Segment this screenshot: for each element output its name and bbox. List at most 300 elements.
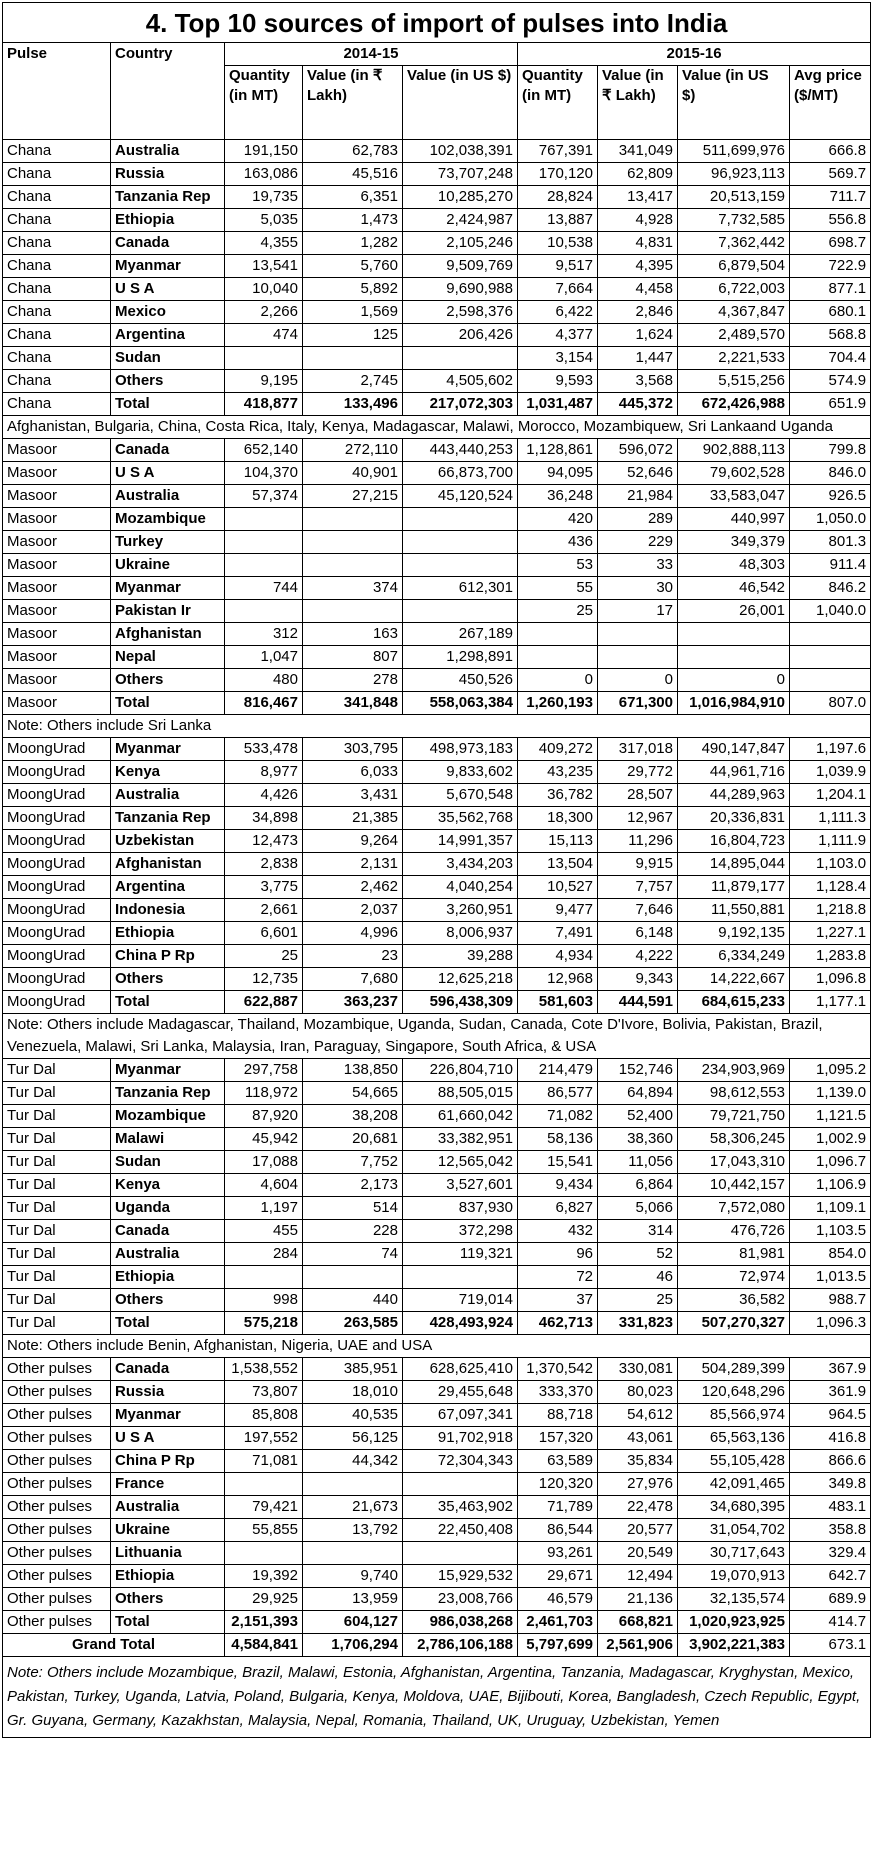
cell-value-usd-2014-15: 3,434,203 <box>403 853 518 876</box>
cell-country: China P Rp <box>111 1450 225 1473</box>
cell-qty-2015-16: 1,031,487 <box>518 393 598 416</box>
cell-qty-2014-15: 4,604 <box>225 1174 303 1197</box>
cell-value-usd-2015-16: 17,043,310 <box>678 1151 790 1174</box>
cell-country: Myanmar <box>111 1059 225 1082</box>
cell-qty-2015-16: 71,789 <box>518 1496 598 1519</box>
cell-value-usd-2015-16: 30,717,643 <box>678 1542 790 1565</box>
cell-pulse: Chana <box>3 324 111 347</box>
cell-value-usd-2014-15: 612,301 <box>403 577 518 600</box>
cell-avg-price <box>790 669 871 692</box>
cell-qty-2015-16: 6,827 <box>518 1197 598 1220</box>
cell-value-inr-2015-16: 29,772 <box>598 761 678 784</box>
cell-value-inr-2014-15: 5,892 <box>303 278 403 301</box>
cell-country: Mozambique <box>111 1105 225 1128</box>
header-value-usd-2015-16: Value (in US $) <box>678 66 790 140</box>
cell-value-inr-2015-16: 331,823 <box>598 1312 678 1335</box>
cell-value-usd-2014-15: 428,493,924 <box>403 1312 518 1335</box>
cell-value-inr-2014-15: 604,127 <box>303 1611 403 1634</box>
cell-value-usd-2014-15 <box>403 1542 518 1565</box>
cell-value-usd-2014-15 <box>403 1266 518 1289</box>
table-row <box>3 1404 871 1427</box>
cell-value-usd-2014-15: 88,505,015 <box>403 1082 518 1105</box>
cell-value-inr-2014-15: 56,125 <box>303 1427 403 1450</box>
cell-value-usd-2015-16: 5,515,256 <box>678 370 790 393</box>
cell-value-inr-2015-16: 46 <box>598 1266 678 1289</box>
cell-value-inr-2014-15: 138,850 <box>303 1059 403 1082</box>
page-title: 4. Top 10 sources of import of pulses into India <box>3 3 871 43</box>
cell-country: U S A <box>111 1427 225 1450</box>
cell-pulse: Masoor <box>3 577 111 600</box>
cell-pulse: MoongUrad <box>3 991 111 1014</box>
total-row <box>3 393 871 416</box>
cell-pulse: Chana <box>3 347 111 370</box>
cell-value-usd-2014-15: 72,304,343 <box>403 1450 518 1473</box>
cell-value-usd-2015-16: 902,888,113 <box>678 439 790 462</box>
cell-qty-2014-15: 118,972 <box>225 1082 303 1105</box>
cell-qty-2015-16: 157,320 <box>518 1427 598 1450</box>
cell-avg-price: 483.1 <box>790 1496 871 1519</box>
cell-country: Ethiopia <box>111 1266 225 1289</box>
cell-value-usd-2015-16: 33,583,047 <box>678 485 790 508</box>
cell-qty-2014-15: 10,040 <box>225 278 303 301</box>
cell-qty-2014-15 <box>225 600 303 623</box>
cell-pulse: Other pulses <box>3 1565 111 1588</box>
cell-value-inr-2014-15: 228 <box>303 1220 403 1243</box>
table-row <box>3 1220 871 1243</box>
table-row <box>3 255 871 278</box>
cell-value-usd-2015-16 <box>678 623 790 646</box>
cell-qty-2015-16: 0 <box>518 669 598 692</box>
table-row <box>3 1105 871 1128</box>
cell-value-usd-2015-16: 98,612,553 <box>678 1082 790 1105</box>
cell-value-inr-2015-16: 229 <box>598 531 678 554</box>
cell-avg-price: 642.7 <box>790 1565 871 1588</box>
cell-value-inr-2015-16: 52,646 <box>598 462 678 485</box>
cell-qty-2014-15: 5,035 <box>225 209 303 232</box>
total-row <box>3 991 871 1014</box>
cell-qty-2014-15: 163,086 <box>225 163 303 186</box>
cell-qty-2014-15: 17,088 <box>225 1151 303 1174</box>
cell-value-usd-2015-16: 120,648,296 <box>678 1381 790 1404</box>
table-row <box>3 462 871 485</box>
cell-qty-2015-16: 29,671 <box>518 1565 598 1588</box>
cell-value-inr-2015-16: 43,061 <box>598 1427 678 1450</box>
cell-value-inr-2014-15: 133,496 <box>303 393 403 416</box>
cell-value-inr-2015-16: 4,831 <box>598 232 678 255</box>
cell-value-usd-2015-16: 79,721,750 <box>678 1105 790 1128</box>
cell-country: China P Rp <box>111 945 225 968</box>
table-row <box>3 807 871 830</box>
cell-value-inr-2014-15: 303,795 <box>303 738 403 761</box>
cell-value-usd-2014-15: 14,991,357 <box>403 830 518 853</box>
cell-value-inr-2014-15: 263,585 <box>303 1312 403 1335</box>
cell-qty-2015-16: 4,934 <box>518 945 598 968</box>
table-row <box>3 899 871 922</box>
cell-qty-2015-16 <box>518 646 598 669</box>
cell-value-usd-2015-16: 2,489,570 <box>678 324 790 347</box>
cell-value-usd-2015-16: 684,615,233 <box>678 991 790 1014</box>
table-row <box>3 1151 871 1174</box>
cell-value-usd-2014-15: 206,426 <box>403 324 518 347</box>
cell-value-inr-2015-16: 4,458 <box>598 278 678 301</box>
cell-pulse: Masoor <box>3 646 111 669</box>
cell-pulse: Other pulses <box>3 1496 111 1519</box>
cell-avg-price: 358.8 <box>790 1519 871 1542</box>
cell-avg-price: 680.1 <box>790 301 871 324</box>
cell-country: Australia <box>111 140 225 163</box>
table-row <box>3 922 871 945</box>
cell-value-usd-2015-16: 46,542 <box>678 577 790 600</box>
cell-qty-2014-15: 622,887 <box>225 991 303 1014</box>
cell-qty-2014-15: 312 <box>225 623 303 646</box>
cell-value-inr-2015-16: 4,222 <box>598 945 678 968</box>
table-row <box>3 531 871 554</box>
document <box>2 2 870 1738</box>
cell-country: Argentina <box>111 324 225 347</box>
cell-avg-price: 1,111.3 <box>790 807 871 830</box>
cell-country: Kenya <box>111 761 225 784</box>
cell-qty-2014-15: 45,942 <box>225 1128 303 1151</box>
table-row <box>3 1082 871 1105</box>
cell-value-inr-2014-15: 54,665 <box>303 1082 403 1105</box>
cell-value-inr-2014-15: 20,681 <box>303 1128 403 1151</box>
cell-country: Ethiopia <box>111 1565 225 1588</box>
table-row <box>3 1289 871 1312</box>
cell-value-usd-2014-15: 498,973,183 <box>403 738 518 761</box>
cell-qty-2015-16: 9,517 <box>518 255 598 278</box>
cell-qty-2015-16: 6,422 <box>518 301 598 324</box>
cell-country: Nepal <box>111 646 225 669</box>
cell-avg-price: 1,204.1 <box>790 784 871 807</box>
table-row <box>3 370 871 393</box>
cell-country: Russia <box>111 163 225 186</box>
cell-value-inr-2015-16: 25 <box>598 1289 678 1312</box>
cell-qty-2015-16: 432 <box>518 1220 598 1243</box>
cell-country: Afghanistan <box>111 853 225 876</box>
cell-pulse: Chana <box>3 209 111 232</box>
cell-pulse: Masoor <box>3 600 111 623</box>
table-row <box>3 1519 871 1542</box>
final-note: Note: Others include Mozambique, Brazil, Malawi, Estonia, Afghanistan, Argentina, Tanzania, Madagascar, Kryghystan, Mexico, Pakistan, Turkey, Uganda, Latvia, Poland, Bulgaria, Kenya, Moldova, UAE, Bijibouti, Korea, Bangladesh, Czech Republic, Egypt, Gr. Guyana, Germany, Kazakhstan, Malaysia, Nepal, Romania, Thailand, UK, Uruguay, Uzbekistan, Yemen <box>3 1657 871 1738</box>
cell-pulse: MoongUrad <box>3 899 111 922</box>
cell-qty-2014-15: 1,047 <box>225 646 303 669</box>
cell-pulse: Other pulses <box>3 1519 111 1542</box>
cell-value-inr-2015-16: 54,612 <box>598 1404 678 1427</box>
cell-country: Ethiopia <box>111 209 225 232</box>
table-row <box>3 600 871 623</box>
cell-pulse: Masoor <box>3 508 111 531</box>
cell-value-usd-2015-16: 44,289,963 <box>678 784 790 807</box>
cell-value-usd-2015-16: 1,020,923,925 <box>678 1611 790 1634</box>
cell-value-usd-2014-15: 119,321 <box>403 1243 518 1266</box>
cell-value-inr-2015-16: 20,549 <box>598 1542 678 1565</box>
cell-avg-price: 1,197.6 <box>790 738 871 761</box>
cell-value-inr-2014-15: 74 <box>303 1243 403 1266</box>
cell-pulse: Tur Dal <box>3 1105 111 1128</box>
cell-qty-2015-16: 15,541 <box>518 1151 598 1174</box>
cell-value-usd-2015-16: 20,513,159 <box>678 186 790 209</box>
section-note: Note: Others include Benin, Afghanistan, Nigeria, UAE and USA <box>3 1335 871 1358</box>
cell-avg-price: 799.8 <box>790 439 871 462</box>
cell-value-inr-2015-16: 444,591 <box>598 991 678 1014</box>
cell-value-inr-2015-16: 21,136 <box>598 1588 678 1611</box>
cell-pulse: MoongUrad <box>3 968 111 991</box>
cell-avg-price <box>790 623 871 646</box>
cell-qty-2014-15: 85,808 <box>225 1404 303 1427</box>
cell-value-inr-2015-16 <box>598 623 678 646</box>
cell-country: Others <box>111 968 225 991</box>
cell-value-usd-2014-15: 23,008,766 <box>403 1588 518 1611</box>
cell-avg-price: 689.9 <box>790 1588 871 1611</box>
cell-value-inr-2014-15: 18,010 <box>303 1381 403 1404</box>
cell-value-usd-2014-15: 12,625,218 <box>403 968 518 991</box>
cell-avg-price: 911.4 <box>790 554 871 577</box>
cell-country: Myanmar <box>111 577 225 600</box>
cell-pulse: MoongUrad <box>3 922 111 945</box>
cell-qty-2014-15: 19,392 <box>225 1565 303 1588</box>
table-row <box>3 186 871 209</box>
cell-value-usd-2014-15: 450,526 <box>403 669 518 692</box>
cell-value-usd-2014-15: 628,625,410 <box>403 1358 518 1381</box>
cell-value-inr-2015-16: 330,081 <box>598 1358 678 1381</box>
cell-qty-2015-16: 12,968 <box>518 968 598 991</box>
cell-qty-2014-15: 533,478 <box>225 738 303 761</box>
table-row <box>3 439 871 462</box>
cell-value-usd-2015-16: 504,289,399 <box>678 1358 790 1381</box>
cell-value-inr-2014-15: 13,959 <box>303 1588 403 1611</box>
cell-qty-2015-16: 333,370 <box>518 1381 598 1404</box>
cell-value-usd-2015-16: 7,362,442 <box>678 232 790 255</box>
cell-country: Pakistan Ir <box>111 600 225 623</box>
cell-value-usd-2015-16: 20,336,831 <box>678 807 790 830</box>
cell-avg-price: 926.5 <box>790 485 871 508</box>
cell-avg-price: 866.6 <box>790 1450 871 1473</box>
cell-value-inr-2014-15: 2,131 <box>303 853 403 876</box>
cell-avg-price: 1,095.2 <box>790 1059 871 1082</box>
cell-value-inr-2015-16 <box>598 646 678 669</box>
cell-value-usd-2015-16: 511,699,976 <box>678 140 790 163</box>
cell-value-usd-2015-16: 3,902,221,383 <box>678 1634 790 1657</box>
cell-value-usd-2014-15: 1,298,891 <box>403 646 518 669</box>
cell-value-usd-2015-16: 7,732,585 <box>678 209 790 232</box>
cell-qty-2014-15: 4,355 <box>225 232 303 255</box>
cell-value-usd-2015-16: 26,001 <box>678 600 790 623</box>
cell-value-usd-2015-16: 65,563,136 <box>678 1427 790 1450</box>
cell-value-usd-2015-16: 1,016,984,910 <box>678 692 790 715</box>
cell-qty-2014-15: 29,925 <box>225 1588 303 1611</box>
cell-pulse: MoongUrad <box>3 738 111 761</box>
cell-qty-2014-15 <box>225 347 303 370</box>
cell-qty-2014-15: 25 <box>225 945 303 968</box>
cell-country: Australia <box>111 1496 225 1519</box>
cell-qty-2014-15 <box>225 1266 303 1289</box>
cell-qty-2014-15: 297,758 <box>225 1059 303 1082</box>
cell-country: Ukraine <box>111 1519 225 1542</box>
cell-value-usd-2015-16: 34,680,395 <box>678 1496 790 1519</box>
cell-qty-2015-16: 170,120 <box>518 163 598 186</box>
table-row <box>3 1197 871 1220</box>
cell-value-inr-2015-16: 596,072 <box>598 439 678 462</box>
cell-avg-price: 1,283.8 <box>790 945 871 968</box>
cell-qty-2015-16: 13,504 <box>518 853 598 876</box>
cell-value-inr-2015-16: 5,066 <box>598 1197 678 1220</box>
total-row <box>3 692 871 715</box>
cell-country: Russia <box>111 1381 225 1404</box>
cell-value-usd-2014-15: 66,873,700 <box>403 462 518 485</box>
cell-country: Indonesia <box>111 899 225 922</box>
cell-qty-2014-15 <box>225 1473 303 1496</box>
imports-table <box>2 2 871 1738</box>
cell-country: Others <box>111 1588 225 1611</box>
cell-qty-2015-16: 1,370,542 <box>518 1358 598 1381</box>
cell-value-usd-2015-16: 85,566,974 <box>678 1404 790 1427</box>
cell-value-inr-2015-16: 445,372 <box>598 393 678 416</box>
cell-qty-2015-16: 53 <box>518 554 598 577</box>
table-row <box>3 876 871 899</box>
cell-qty-2015-16: 3,154 <box>518 347 598 370</box>
section-note: Note: Others include Madagascar, Thailand, Mozambique, Uganda, Sudan, Canada, Cote D'Ivore, Bolivia, Pakistan, Brazil, Venezuela, Malawi, Sri Lanka, Malaysia, Iran, Paraguay, Singapore, South Africa, & USA <box>3 1014 871 1059</box>
cell-value-inr-2015-16: 341,049 <box>598 140 678 163</box>
table-row <box>3 508 871 531</box>
cell-country: Total <box>111 692 225 715</box>
cell-country: Ethiopia <box>111 922 225 945</box>
cell-pulse: Tur Dal <box>3 1266 111 1289</box>
cell-value-inr-2015-16: 80,023 <box>598 1381 678 1404</box>
cell-qty-2014-15: 4,584,841 <box>225 1634 303 1657</box>
table-row <box>3 1588 871 1611</box>
cell-qty-2014-15: 71,081 <box>225 1450 303 1473</box>
cell-value-inr-2015-16: 1,624 <box>598 324 678 347</box>
cell-avg-price: 1,096.8 <box>790 968 871 991</box>
cell-pulse: Tur Dal <box>3 1289 111 1312</box>
cell-qty-2014-15: 6,601 <box>225 922 303 945</box>
cell-pulse: MoongUrad <box>3 876 111 899</box>
table-row <box>3 1473 871 1496</box>
table-row <box>3 1266 871 1289</box>
cell-value-usd-2015-16: 81,981 <box>678 1243 790 1266</box>
cell-value-inr-2015-16: 52 <box>598 1243 678 1266</box>
cell-country: Myanmar <box>111 1404 225 1427</box>
cell-value-inr-2014-15: 21,385 <box>303 807 403 830</box>
cell-value-usd-2014-15 <box>403 554 518 577</box>
cell-qty-2014-15: 191,150 <box>225 140 303 163</box>
table-row <box>3 140 871 163</box>
header-qty-2014-15: Quantity (in MT) <box>225 66 303 140</box>
cell-value-inr-2015-16: 33 <box>598 554 678 577</box>
cell-country: Turkey <box>111 531 225 554</box>
cell-avg-price: 698.7 <box>790 232 871 255</box>
cell-value-usd-2014-15: 558,063,384 <box>403 692 518 715</box>
cell-value-inr-2014-15: 6,033 <box>303 761 403 784</box>
cell-value-usd-2015-16 <box>678 646 790 669</box>
cell-avg-price: 846.2 <box>790 577 871 600</box>
cell-value-inr-2014-15: 514 <box>303 1197 403 1220</box>
cell-value-usd-2015-16: 11,879,177 <box>678 876 790 899</box>
cell-avg-price: 807.0 <box>790 692 871 715</box>
cell-avg-price: 704.4 <box>790 347 871 370</box>
cell-value-inr-2015-16: 152,746 <box>598 1059 678 1082</box>
cell-value-usd-2014-15: 9,833,602 <box>403 761 518 784</box>
cell-avg-price: 329.4 <box>790 1542 871 1565</box>
cell-pulse: Other pulses <box>3 1404 111 1427</box>
cell-country: Afghanistan <box>111 623 225 646</box>
cell-value-inr-2014-15: 23 <box>303 945 403 968</box>
cell-qty-2015-16: 420 <box>518 508 598 531</box>
note-row <box>3 416 871 439</box>
cell-value-inr-2015-16: 289 <box>598 508 678 531</box>
cell-qty-2014-15 <box>225 1542 303 1565</box>
cell-value-inr-2014-15: 1,706,294 <box>303 1634 403 1657</box>
cell-qty-2014-15 <box>225 531 303 554</box>
cell-value-usd-2014-15 <box>403 1473 518 1496</box>
cell-qty-2015-16: 37 <box>518 1289 598 1312</box>
cell-value-inr-2014-15: 9,264 <box>303 830 403 853</box>
table-row <box>3 669 871 692</box>
table-row <box>3 646 871 669</box>
cell-qty-2014-15: 197,552 <box>225 1427 303 1450</box>
cell-avg-price: 414.7 <box>790 1611 871 1634</box>
cell-qty-2014-15: 2,266 <box>225 301 303 324</box>
cell-value-usd-2015-16: 4,367,847 <box>678 301 790 324</box>
cell-qty-2014-15: 284 <box>225 1243 303 1266</box>
cell-qty-2014-15: 575,218 <box>225 1312 303 1335</box>
cell-qty-2015-16: 462,713 <box>518 1312 598 1335</box>
cell-country: Australia <box>111 485 225 508</box>
cell-qty-2014-15: 9,195 <box>225 370 303 393</box>
cell-pulse: Other pulses <box>3 1358 111 1381</box>
cell-value-usd-2014-15: 33,382,951 <box>403 1128 518 1151</box>
cell-avg-price: 877.1 <box>790 278 871 301</box>
table-row <box>3 485 871 508</box>
cell-value-usd-2014-15: 73,707,248 <box>403 163 518 186</box>
cell-value-inr-2015-16: 0 <box>598 669 678 692</box>
cell-qty-2015-16: 94,095 <box>518 462 598 485</box>
cell-value-inr-2015-16: 9,915 <box>598 853 678 876</box>
cell-avg-price: 964.5 <box>790 1404 871 1427</box>
table-row <box>3 1427 871 1450</box>
cell-pulse: Chana <box>3 255 111 278</box>
note-row <box>3 715 871 738</box>
table-row <box>3 278 871 301</box>
cell-value-inr-2015-16: 11,296 <box>598 830 678 853</box>
cell-avg-price: 361.9 <box>790 1381 871 1404</box>
header-year-2014-15: 2014-15 <box>225 43 518 66</box>
cell-pulse: Tur Dal <box>3 1174 111 1197</box>
cell-value-usd-2015-16: 9,192,135 <box>678 922 790 945</box>
cell-value-usd-2014-15 <box>403 531 518 554</box>
cell-value-usd-2015-16: 44,961,716 <box>678 761 790 784</box>
cell-value-inr-2015-16: 7,757 <box>598 876 678 899</box>
cell-qty-2015-16: 18,300 <box>518 807 598 830</box>
cell-value-usd-2014-15: 267,189 <box>403 623 518 646</box>
cell-pulse: Tur Dal <box>3 1312 111 1335</box>
cell-qty-2015-16: 1,260,193 <box>518 692 598 715</box>
cell-value-usd-2014-15: 986,038,268 <box>403 1611 518 1634</box>
total-row <box>3 1611 871 1634</box>
cell-value-usd-2014-15: 2,424,987 <box>403 209 518 232</box>
cell-avg-price: 1,109.1 <box>790 1197 871 1220</box>
cell-value-usd-2014-15: 39,288 <box>403 945 518 968</box>
cell-qty-2015-16: 86,544 <box>518 1519 598 1542</box>
cell-value-usd-2014-15: 443,440,253 <box>403 439 518 462</box>
table-row <box>3 1450 871 1473</box>
cell-country: Argentina <box>111 876 225 899</box>
cell-value-usd-2014-15: 2,598,376 <box>403 301 518 324</box>
cell-pulse: Chana <box>3 301 111 324</box>
cell-country: Lithuania <box>111 1542 225 1565</box>
cell-value-usd-2015-16: 440,997 <box>678 508 790 531</box>
cell-avg-price: 988.7 <box>790 1289 871 1312</box>
